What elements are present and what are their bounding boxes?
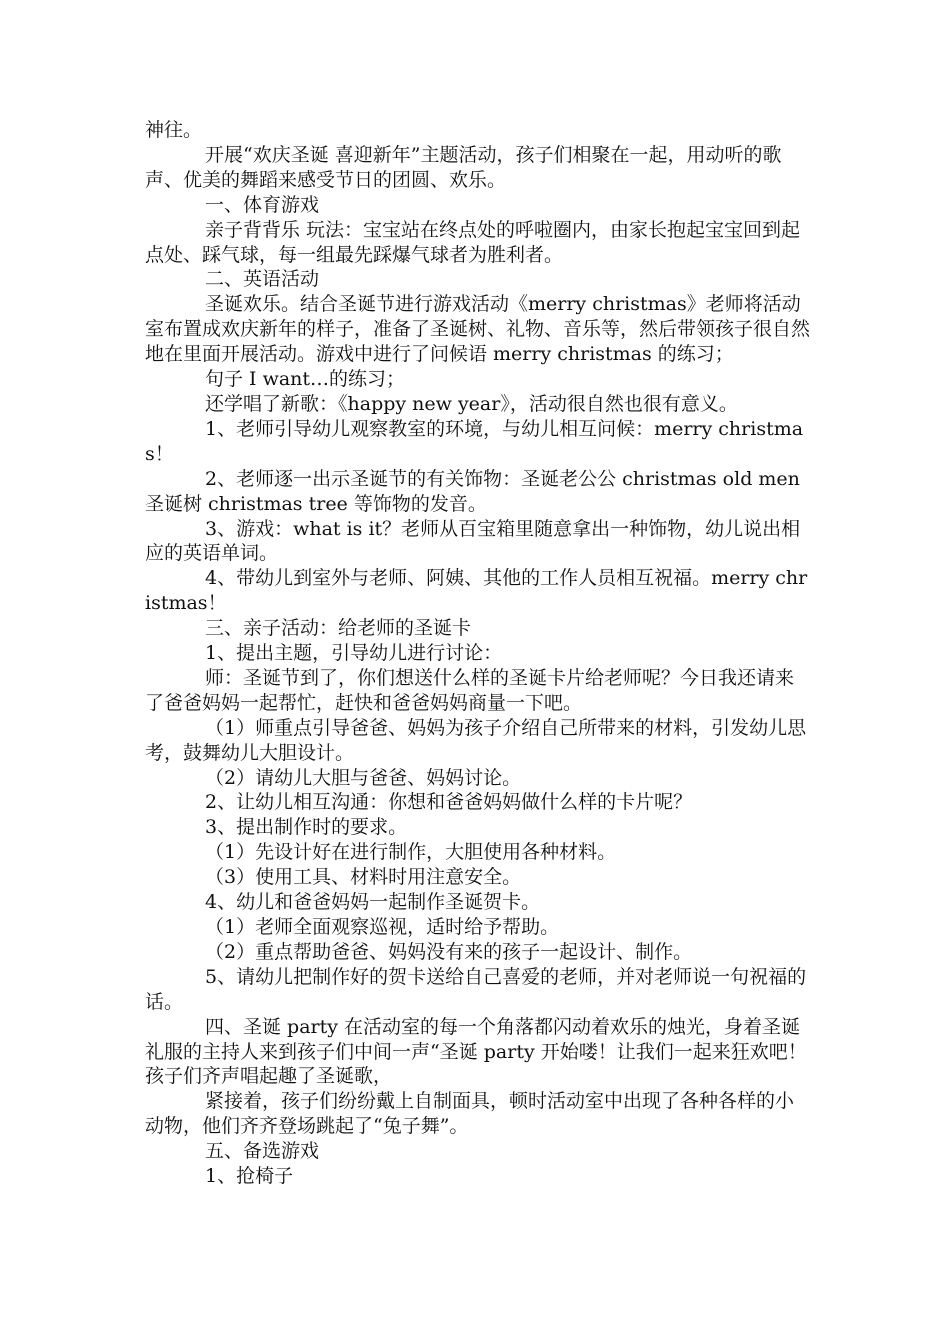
paragraph: 还学唱了新歌：《happy new year》，活动很自然也很有意义。 [205,392,738,415]
list-item: 1、老师引导幼儿观察教室的环境，与幼儿相互问候：merry christmas！ [145,417,804,465]
list-item: （2）重点帮助爸爸、妈妈没有来的孩子一起设计、制作。 [205,940,693,963]
list-item: 1、抢椅子 [205,1165,294,1188]
list-item: （1）师重点引导爸爸、妈妈为孩子介绍自己所带来的材料，引发幼儿思考，鼓舞幼儿大胆设计。 [145,716,807,764]
paragraph: 神往。 [145,119,203,141]
paragraph: 开展“欢庆圣诞 喜迎新年”主题活动，孩子们相聚在一起，用动听的歌声、优美的舞蹈来感受节日的团圆、欢乐。 [145,143,782,191]
list-item: 2、让幼儿相互沟通：你想和爸爸妈妈做什么样的卡片呢？ [205,791,693,814]
list-item: 4、带幼儿到室外与老师、阿姨、其他的工作人员相互祝福。merry christmas！ [145,567,808,615]
list-item: 3、提出制作时的要求。 [205,816,408,839]
section-heading: 五、备选游戏 [205,1140,320,1163]
document-page [145,118,810,1189]
list-item: （2）请幼儿大胆与爸爸、妈妈讨论。 [205,766,522,789]
list-item: 2、老师逐一出示圣诞节的有关饰物：圣诞老公公 christmas old men 圣诞树 christmas tree 等饰物的发音。 [145,467,800,515]
paragraph: 师：圣诞节到了，你们想送什么样的圣诞卡片给老师呢？今日我还请来了爸爸妈妈一起帮忙，赶快和爸爸妈妈商量一下吧。 [145,666,795,714]
list-item: 1、提出主题，引导幼儿进行讨论： [205,642,503,665]
section-heading: 三、亲子活动：给老师的圣诞卡 [205,617,472,640]
list-item: （3）使用工具、材料时用注意安全。 [205,866,522,889]
paragraph: 圣诞欢乐。结合圣诞节进行游戏活动《merry christmas》老师将活动室布置成欢庆新年的样子，准备了圣诞树、礼物、音乐等，然后带领孩子很自然地在里面开展活动。游戏中进行了问候语 merry christmas 的练习； [145,293,811,366]
paragraph: 句子 I want…的练习； [205,368,406,391]
section-heading: 四、圣诞 party 在活动室的每一个角落都闪动着欢乐的烛光，身着圣诞礼服的主持人来到孩子们中间一声“圣诞 party 开始喽！让我们一起来狂欢吧！孩子们齐声唱起趣了圣诞歌， [145,1015,807,1088]
paragraph: 紧接着，孩子们纷纷戴上自制面具，顿时活动室中出现了各种各样的小动物，他们齐齐登场跳起了“兔子舞”。 [145,1090,795,1138]
section-heading: 二、英语活动 [205,268,320,291]
list-item: 4、幼儿和爸爸妈妈一起制作圣诞贺卡。 [205,891,541,914]
list-item: 5、请幼儿把制作好的贺卡送给自己喜爱的老师，并对老师说一句祝福的话。 [145,965,807,1013]
paragraph: 亲子背背乐 玩法：宝宝站在终点处的呼啦圈内，由家长抱起宝宝回到起点处、踩气球，每一组最先踩爆气球者为胜利者。 [145,218,801,266]
list-item: 3、游戏：what is it？老师从百宝箱里随意拿出一种饰物，幼儿说出相应的英语单词。 [145,517,801,565]
list-item: （1）老师全面观察巡视，适时给予帮助。 [205,916,560,938]
section-heading: 一、体育游戏 [205,193,320,216]
list-item: （1）先设计好在进行制作，大胆使用各种材料。 [205,841,617,864]
